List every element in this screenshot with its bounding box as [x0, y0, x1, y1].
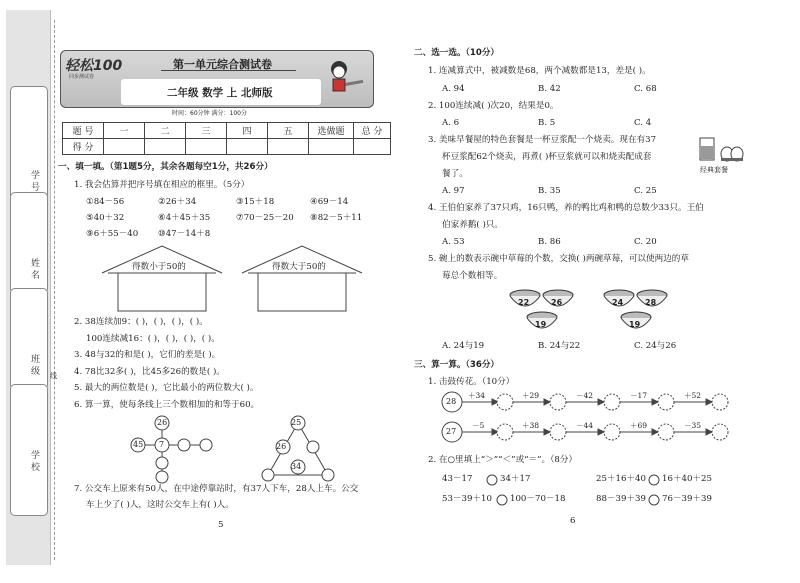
score-cell[interactable]: [145, 139, 186, 155]
estimate-item: ⑨6＋55－40: [86, 229, 139, 239]
chain-op: －35: [684, 421, 702, 430]
blank-circle[interactable]: [200, 439, 212, 451]
chain-op: －44: [576, 421, 594, 430]
logo: 轻松100: [65, 58, 123, 74]
score-header-cell: 四: [227, 123, 268, 139]
cut-line-label: 线: [50, 372, 57, 380]
cross-num: 7: [159, 440, 165, 449]
flower-blank[interactable]: [604, 394, 620, 410]
subtitle: 二年级 数学 上 北师版: [167, 87, 273, 99]
chain-op: －5: [472, 421, 485, 430]
house-1-label: 得数小于50的: [132, 262, 186, 272]
score-header-cell: 一: [104, 123, 145, 139]
choice-2: 2. 100连续减( )次20，结果是0。: [428, 101, 559, 111]
choice-2-option-a[interactable]: A. 6: [442, 118, 460, 128]
time-info: 时间：60分钟 满分：100分: [172, 110, 247, 117]
chain-1-start: 28: [446, 397, 457, 406]
score-header-cell: 三: [186, 123, 227, 139]
choice-5-option-c[interactable]: C. 24与26: [634, 341, 677, 351]
blank-circle[interactable]: [156, 471, 168, 483]
flower-blank[interactable]: [497, 424, 513, 440]
flower-blank[interactable]: [658, 424, 674, 440]
compare-left: 88－39＋39: [596, 494, 646, 504]
combo-caption: 经典套餐: [700, 166, 728, 174]
compare-right: 16＋40＋25: [662, 474, 712, 484]
compare-right: 76－39＋39: [662, 494, 712, 504]
blank-circle[interactable]: [178, 439, 190, 451]
blank-circle[interactable]: [322, 469, 334, 481]
score-header-cell: 选做题: [309, 123, 354, 139]
estimate-item: ①84－56: [86, 197, 125, 207]
bowl-count: 19: [629, 320, 641, 329]
compare-circle[interactable]: [486, 474, 498, 486]
chain-op: －42: [576, 391, 594, 400]
compare-left: 25＋16＋40: [596, 474, 646, 484]
chain-op: ＋52: [684, 391, 702, 400]
compare-circle[interactable]: [648, 494, 660, 506]
sidebar-label-name: 姓 名: [29, 258, 39, 279]
flower-blank[interactable]: [712, 424, 728, 440]
score-header-cell: 五: [268, 123, 309, 139]
chain-op: －17: [630, 391, 648, 400]
page-number-right: 6: [570, 516, 576, 526]
cut-line: [54, 20, 56, 560]
bowl-count: 22: [518, 298, 530, 307]
estimate-item: ②26＋34: [158, 197, 197, 207]
compare-left: 43－17: [442, 474, 473, 484]
question-7a: 7. 公交车上原来有50人，在中途停靠站时，有37人下车，28人上车。公交: [74, 484, 359, 494]
sidebar-label-number: 学 号: [29, 170, 39, 191]
compare-circle[interactable]: [496, 494, 508, 506]
tri-num: 25: [291, 418, 302, 427]
question-7b: 车上少了( )人，这时公交车上有( )人。: [86, 500, 234, 510]
estimate-item: ⑧82－5＋11: [310, 213, 363, 223]
title-divider: [161, 70, 296, 71]
flower-blank[interactable]: [550, 394, 566, 410]
flower-blank[interactable]: [604, 424, 620, 440]
calc-1: 1. 击鼓传花。（10分）: [428, 377, 515, 387]
chain-2-start: 27: [446, 427, 457, 436]
question-1: 1. 我会估算并把序号填在相应的框里。（5分）: [74, 180, 250, 190]
flower-blank[interactable]: [497, 394, 513, 410]
chain-op: ＋38: [522, 421, 540, 430]
score-header-cell: 总 分: [354, 123, 391, 139]
score-cell[interactable]: [227, 139, 268, 155]
chain-op: ＋69: [630, 421, 648, 430]
flower-blank[interactable]: [550, 424, 566, 440]
tri-num: 34: [291, 462, 302, 471]
estimate-item: ⑦70－25－20: [236, 213, 294, 223]
flower-blank[interactable]: [712, 394, 728, 410]
score-cell[interactable]: [309, 139, 354, 155]
choice-1-option-b[interactable]: B. 42: [538, 84, 561, 94]
choice-3-line-1: 3. 美味早餐屋的特色套餐是一杯豆浆配一个烧卖。现在有37: [428, 135, 657, 145]
choice-2-option-b[interactable]: B. 5: [538, 118, 556, 128]
house-2-label: 得数大于50的: [272, 262, 326, 272]
choice-4-option-a[interactable]: A. 53: [442, 237, 465, 247]
logo-sub: 同步测试卷: [69, 74, 95, 80]
choice-5-line-2: 莓总个数相等。: [442, 271, 503, 281]
houses-figure: [100, 243, 400, 313]
choice-4-option-c[interactable]: C. 20: [634, 237, 657, 247]
choice-5-option-b[interactable]: B. 24与22: [538, 341, 581, 351]
choice-4-option-b[interactable]: B. 86: [538, 237, 561, 247]
page-title: 第一单元综合测试卷: [173, 58, 272, 71]
question-4: 4. 78比32多( )，比45多26的数是( )。: [74, 367, 225, 377]
tri-num: 26: [276, 442, 287, 451]
section-3-title: 三、算一算。（36分）: [414, 360, 500, 370]
estimate-item: ⑥4＋45＋35: [158, 213, 211, 223]
compare-right: 34＋17: [500, 474, 531, 484]
compare-right: 100－70－18: [510, 494, 566, 504]
score-table: [62, 122, 391, 155]
score-cell[interactable]: [354, 139, 391, 155]
soymilk-shaomai-icon: [697, 134, 745, 164]
bowl-count: 24: [612, 298, 624, 307]
choice-5-option-a[interactable]: A. 24与19: [442, 341, 485, 351]
choice-4-line-1: 4. 王伯伯家养了37只鸡，16只鸭，养的鸭比鸡和鸭的总数少33只。王伯: [428, 203, 704, 213]
cross-num: 26: [157, 418, 168, 427]
choice-3-option-c[interactable]: C. 25: [634, 186, 657, 196]
estimate-item: ③15＋18: [236, 197, 275, 207]
bowl-count: 19: [535, 320, 547, 329]
choice-2-option-c[interactable]: C. 4: [634, 118, 652, 128]
blank-circle[interactable]: [307, 441, 319, 453]
blank-circle[interactable]: [156, 457, 168, 469]
house-less-than-50[interactable]: [102, 246, 222, 311]
choice-4-line-2: 伯家养鹅( )只。: [442, 220, 503, 230]
cross-num: 45: [133, 440, 144, 449]
section-1-title: 一、填一填。（第1题5分，其余各题每空1分，共26分）: [58, 162, 273, 172]
sidebar-label-class: 班 级: [29, 354, 39, 375]
estimate-item: ⑩47－14＋8: [158, 229, 211, 239]
estimate-item: ⑤40＋32: [86, 213, 125, 223]
score-cell[interactable]: [104, 139, 145, 155]
sidebar-label-school: 学 校: [29, 450, 39, 471]
score-header-cell: 题 号: [63, 123, 104, 139]
house-greater-than-50[interactable]: [242, 246, 362, 311]
question-5: 5. 最大的两位数是( )，它比最小的两位数大( )。: [74, 383, 259, 393]
question-6: 6. 算一算，使每条线上三个数相加的和等于60。: [74, 400, 260, 410]
score-row-label: 得 分: [63, 139, 104, 155]
bowl-count: 28: [645, 298, 657, 307]
bowl-count: 26: [551, 298, 563, 307]
question-2a: 2. 38连续加9：( )，( )，( )，( )。: [74, 317, 208, 327]
chain-op: ＋29: [522, 391, 540, 400]
triangle-number-figure: [258, 413, 348, 483]
score-header-cell: 二: [145, 123, 186, 139]
blank-circle[interactable]: [262, 469, 274, 481]
choice-5-line-1: 5. 碗上的数表示碗中草莓的个数，交换( )两碗草莓，可以使两边的草: [428, 254, 689, 264]
choice-3-option-a[interactable]: A. 97: [442, 186, 465, 196]
chain-op: ＋34: [468, 391, 486, 400]
choice-1-option-a[interactable]: A. 94: [442, 84, 465, 94]
question-3: 3. 48与32的和是( )，它们的差是( )。: [74, 350, 221, 360]
kid-with-pencil-icon: [319, 57, 365, 101]
compare-circle[interactable]: [648, 474, 660, 486]
estimate-item: ④69－14: [310, 197, 349, 207]
choice-3-line-3: 餐了。: [442, 169, 468, 179]
section-2-title: 二、选一选。（10分）: [414, 48, 500, 58]
binding-sidebar: [6, 10, 51, 565]
compare-left: 53－39＋10: [442, 494, 492, 504]
score-cell[interactable]: [186, 139, 227, 155]
score-cell[interactable]: [268, 139, 309, 155]
choice-3-option-b[interactable]: B. 35: [538, 186, 561, 196]
header-banner: [60, 50, 374, 108]
question-2b: 100连续减16：( )，( )，( )，( )。: [86, 334, 220, 344]
choice-1-option-c[interactable]: C. 68: [634, 84, 657, 94]
page-number-left: 5: [218, 520, 224, 530]
choice-1: 1. 连减算式中，被减数是68，两个减数都是13，差是( )。: [428, 66, 651, 76]
flower-blank[interactable]: [658, 394, 674, 410]
choice-3-line-2: 杯豆浆配62个烧卖，再煮( )杯豆浆就可以和烧卖配成套: [442, 152, 652, 162]
calc-2: 2. 在○里填上“＞”“＜”或“＝”。（8分）: [428, 455, 578, 465]
